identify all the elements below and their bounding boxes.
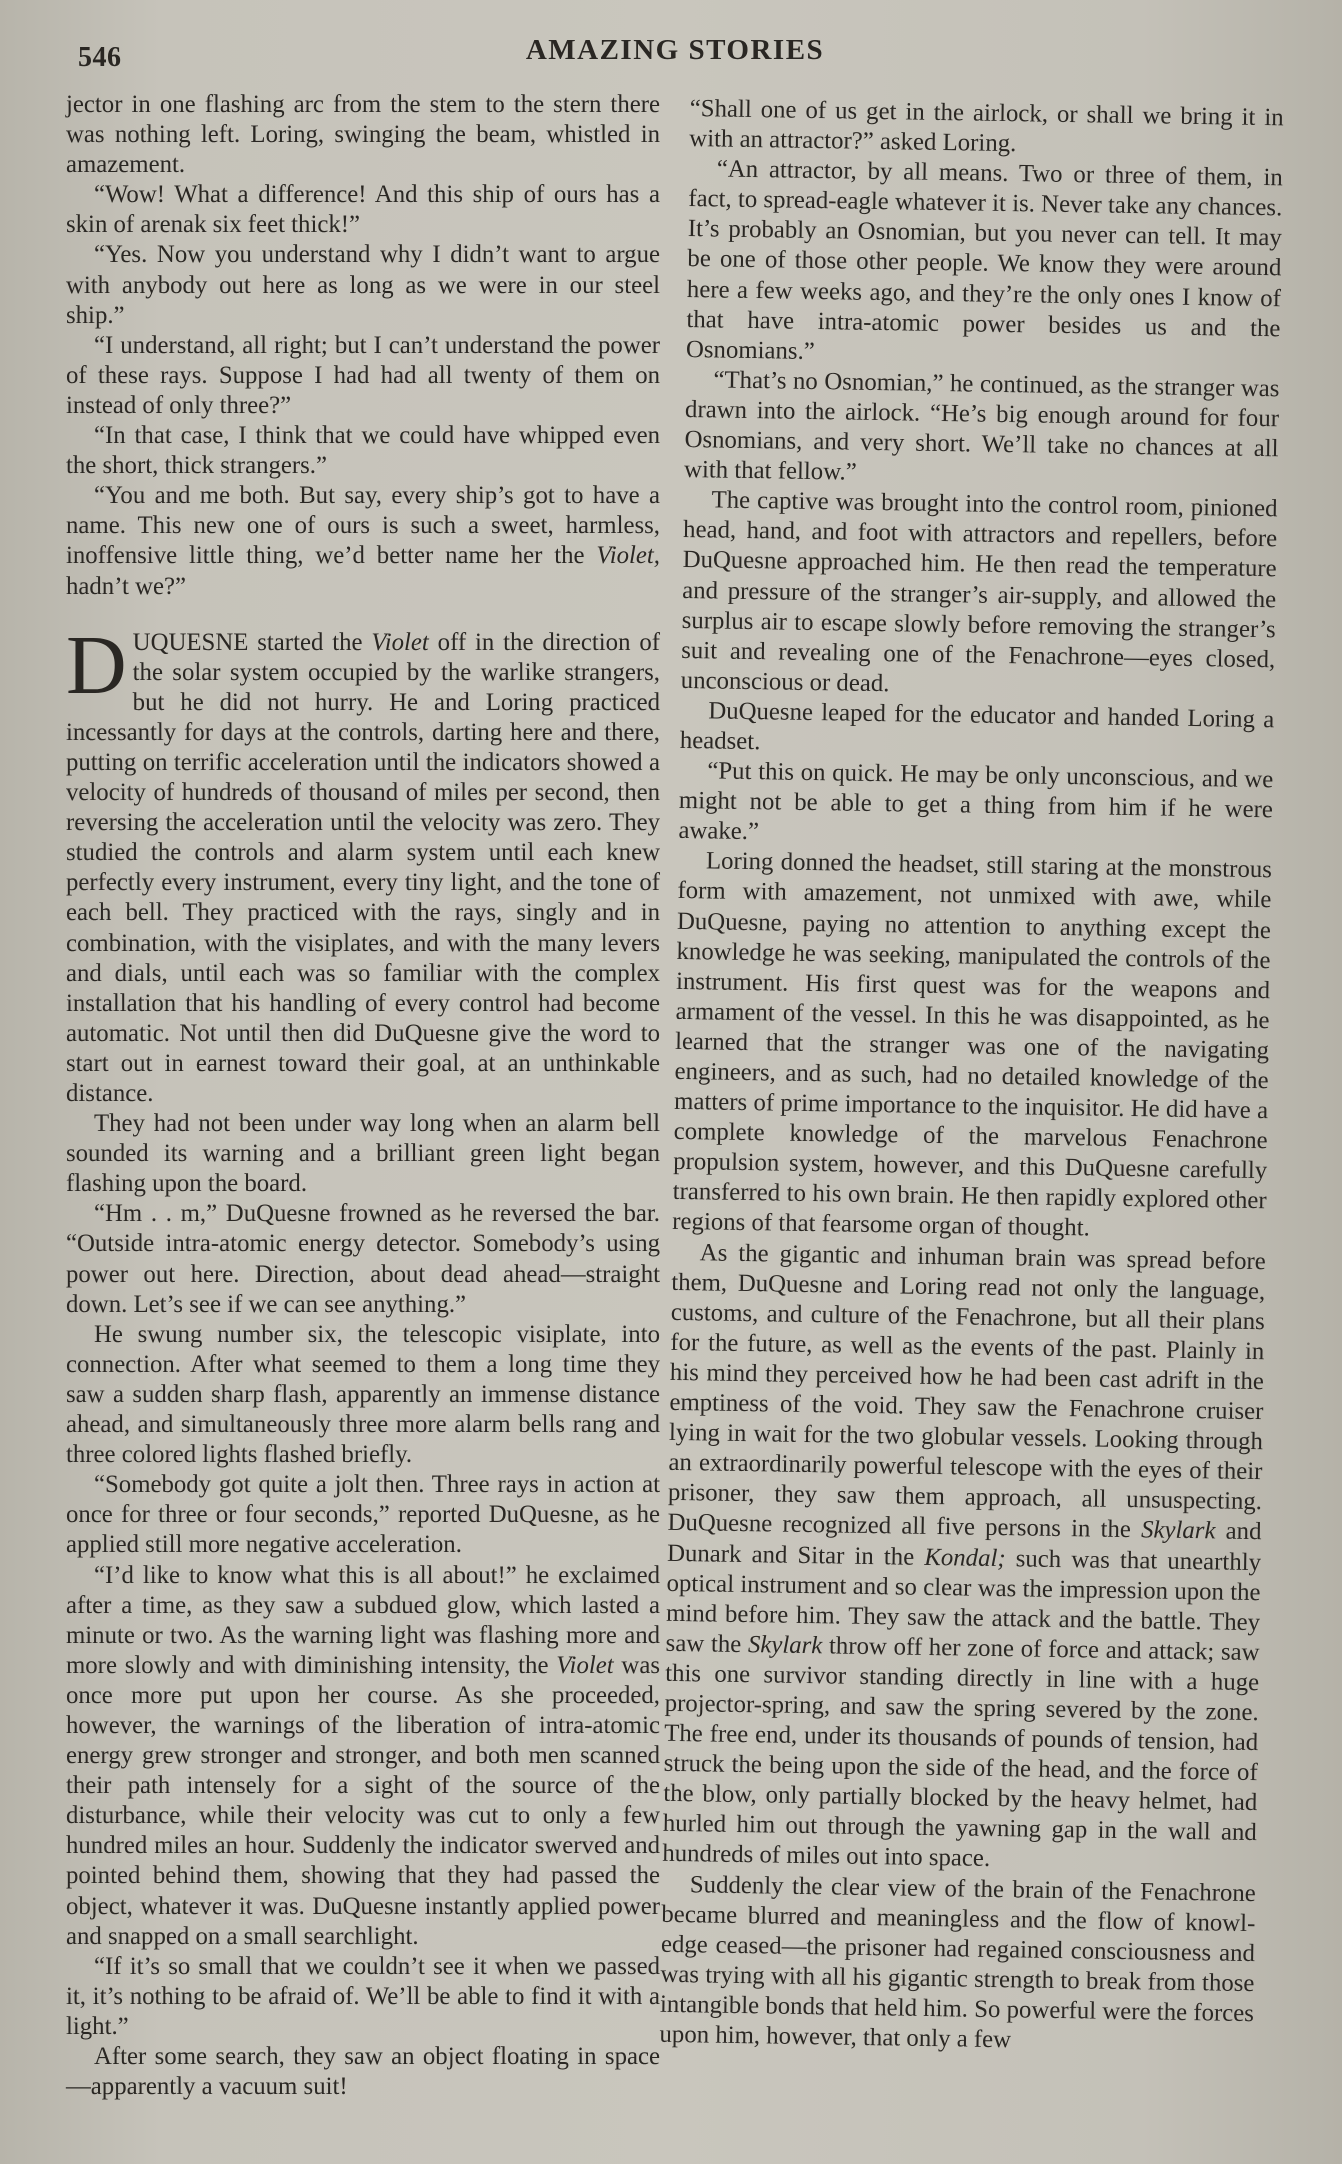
paragraph: “Put this on quick. He may be only unconscious, and we might not be able to get a thing from him if he were awake.” xyxy=(678,757,1274,846)
paragraph: After some search, they saw an object floating in space—apparently a vacuum suit! xyxy=(66,2043,660,2101)
paragraph: As the gigantic and inhuman brain was spread before them, DuQuesne and Loring read not only the language, customs, and culture of the Fenachrone, but all their plans for the future, as well as the events of the past. Plainly in his mind they perceived how he had been cast adrift in the emptiness of the void. They saw the Fenachrone cruiser lying in wait for the two globular vessels. Looking through an extraordinarily powerful telescope with the eyes of their prisoner, they saw them approach, all unsuspecting. DuQuesne recognized all five persons in the Skylark and Dunark and Sitar in the Kondal; such was that unearthly optical instrument and so clear was the impression upon the mind before him. They saw the attack and the battle. They saw the Skylark throw off her zone of force and attack; saw this one survivor standing directly in line with a huge projector-spring, and saw the spring severed by the zone. The free end, under its thousands of pounds of tension, had struck the being upon the side of the head, and the force of the blow, only partially blocked by the heavy helmet, had hurled him out through the yawning gap in the wall and hundreds of miles out into space. xyxy=(662,1238,1266,1873)
paragraph: “Hm . . m,” DuQuesne frowned as he reversed the bar. “Outside intra-atomic energy detector. Somebody’s using power out here. Direction, about dead ahead—straight down. Let’s see if we can see anything.” xyxy=(66,1200,660,1318)
page-header xyxy=(66,34,1284,90)
paragraph: Loring donned the headset, still staring at the monstrous form with amazement, not unmixed with awe, while DuQuesne, paying no attention to anything except the knowledge he was seeking, manipulated the controls of the instrument. His first quest was for the weapons and armament of the vessel. In this he was disappointed, as he learned that the stranger was one of the navigating engineers, and as such, had no detailed knowledge of the matters of prime importance to the inquisitor. He did have a complete knowledge of the marvelous Fenachrone propulsion system, however, and this DuQuesne carefully transferred to his own brain. He then rapidly explored other regions of that fearsome organ of thought. xyxy=(672,847,1273,1242)
paragraph: They had not been under way long when an alarm bell sounded its warning and a brilliant green light began flashing upon the board. xyxy=(66,1110,660,1198)
paragraph: “Somebody got quite a jolt then. Three rays in action at once for three or four seconds,” reported DuQuesne, as he applied still more negative acceleration. xyxy=(66,1471,660,1559)
paragraph: “I’d like to know what this is all about!” he exclaimed after a time, as they saw a subdued glow, which lasted a minute or two. As the warning light was flashing more and more slowly and with diminishing intensity, the Violet was once more put upon her course. As she proceeded, however, the warnings of the liberation of intra-atomic energy grew stronger and stronger, and both men scanned their path intensely for a sight of the source of the disturbance, while their velocity was cut to only a few hundred miles an hour. Suddenly the indicator swerved and pointed behind them, showing that they had passed the object, whatever it was. DuQuesne instantly applied power and snapped on a small searchlight. xyxy=(66,1561,660,1950)
left-column xyxy=(66,90,660,2102)
paragraph: “If it’s so small that we couldn’t see it when we passed it, it’s nothing to be afraid of. We’ll be able to find it with a light.” xyxy=(66,1952,660,2040)
paragraph: “In that case, I think that we could have whipped even the short, thick strangers.” xyxy=(66,422,660,480)
page-number: 546 xyxy=(78,42,122,73)
paragraph: “Yes. Now you understand why I didn’t want to argue with anybody out here as long as we were in our steel ship.” xyxy=(66,241,660,329)
paragraph: Suddenly the clear view of the brain of the Fenachrone became blurred and meaningless and the flow of knowledge ceased—the prisoner had regained consciousness and was trying with all his gigantic strength to break from those intangible bonds that held him. So powerful were the forces upon him, however, that only a few xyxy=(659,1870,1257,2054)
paragraph: “An attractor, by all means. Two or three of them, in fact, to spread-eagle whatever it is. Never take any chances. It’s probably an Osnomian, but you never can tell. It may be one of those other people. We know they were around here a few weeks ago, and they’re the only ones I know of that have intra-atomic power besides us and the Osnomians.” xyxy=(685,155,1283,365)
paragraph: “Wow! What a difference! And this ship of ours has a skin of arenak six feet thick!” xyxy=(66,181,660,239)
text-columns xyxy=(66,90,1284,2102)
paragraph: The captive was brought into the control room, pinioned head, hand, and foot with attractors and repellers, before DuQuesne approached him. He then read the temperature and pressure of the stranger’s air-supply, and allowed the surplus air to escape slowly before removing the stranger’s suit and revealing one of the Fenachrone—eyes closed, unconscious or dead. xyxy=(680,486,1278,697)
paragraph: DUQUESNE started the Violet off in the direction of the solar system occupied by the warlike strangers, but he did not hurry. He and Loring practiced incessantly for days at the controls, darting here and there, putting on terrific acceleration until the indicators showed a velocity of hundreds of thousand of miles per second, then reversing the acceleration until the velocity was zero. They studied the controls and alarm system until each knew perfectly every instrument, every tiny light, and the tone of each bell. They practiced with the rays, singly and in combination, with the visiplates, and with the many levers and dials, until each was so familiar with the complex installation that his handling of every control had become automatic. Not until then did DuQuesne give the word to start out in earnest toward their goal, at an unthinkable distance. xyxy=(66,618,660,1107)
right-column xyxy=(658,94,1283,2111)
paragraph: “I understand, all right; but I can’t understand the power of these rays. Suppose I had had all twenty of them on instead of only three?” xyxy=(66,331,660,419)
paragraph: He swung number six, the telescopic visiplate, into connection. After what seemed to them a long time they saw a sudden sharp flash, apparently an immense distance ahead, and simultaneously three more alarm bells rang and three colored lights flashed briefly. xyxy=(66,1320,660,1469)
paragraph: DuQuesne leaped for the educator and handed Loring a headset. xyxy=(679,697,1275,756)
paragraph: “Shall one of us get in the airlock, or shall we bring it in with an attractor?” asked Loring. xyxy=(689,94,1284,158)
paragraph: jector in one flashing arc from the stem to the stern there was nothing left. Loring, swinging the beam, whistled in amazement. xyxy=(66,91,660,179)
paragraph: “You and me both. But say, every ship’s got to have a name. This new one of ours is such a sweet, harmless, inoffensive little thing, we’d better name her the Violet, hadn’t we?” xyxy=(66,482,660,600)
paragraph: “That’s no Osnomian,” he continued, as the stranger was drawn into the airlock. “He’s big enough around for four Osnomians, and very short. We’ll take no chances at all with that fellow.” xyxy=(683,366,1280,486)
running-head: AMAZING STORIES xyxy=(525,34,825,66)
